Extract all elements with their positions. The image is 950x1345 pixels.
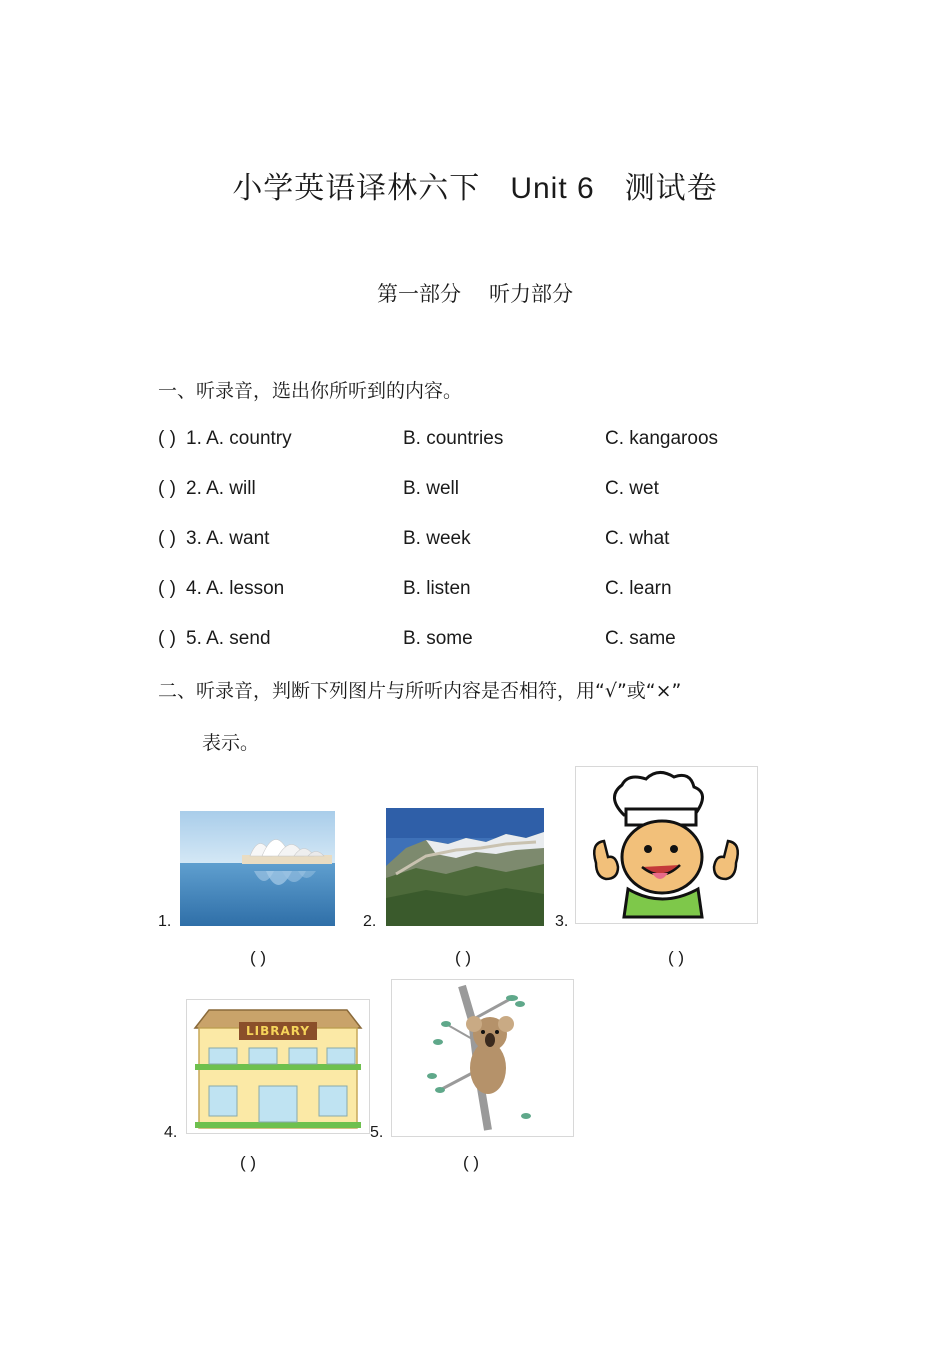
picture-number: 4.: [164, 1124, 178, 1141]
question-row: [158, 578, 858, 604]
question-row: [158, 528, 858, 554]
library-sign: LIBRARY: [245, 1024, 311, 1038]
option-a: 4. A. lesson: [186, 578, 285, 599]
option-a: 2. A. will: [186, 478, 256, 499]
subtitle-part: 第一部分: [377, 282, 461, 306]
answer-blank[interactable]: ( ): [158, 478, 176, 499]
option-c: C. kangaroos: [605, 428, 719, 449]
subtitle-name: 听力部分: [489, 282, 573, 306]
answer-blank[interactable]: ( ): [250, 948, 267, 967]
chef-picture: [575, 766, 758, 924]
section2-heading: 二、听录音，判断下列图片与所听内容是否相符，用“√”或“×”: [158, 680, 682, 702]
picture-number: 5.: [370, 1124, 384, 1141]
title-suffix: 测试卷: [624, 171, 718, 206]
option-a: 3. A. want: [186, 528, 270, 549]
great-wall-picture: [386, 808, 544, 926]
question-row: [158, 628, 858, 654]
option-c: C. what: [605, 528, 670, 549]
option-b: B. some: [403, 628, 473, 649]
answer-blank[interactable]: ( ): [158, 578, 176, 599]
library-picture: [186, 999, 370, 1134]
section1-heading: 一、听录音，选出你所听到的内容。: [158, 380, 463, 402]
option-b: B. countries: [403, 428, 504, 449]
title-cn: 小学英语译林六下: [232, 171, 481, 206]
option-b: B. listen: [403, 578, 471, 599]
option-b: B. week: [403, 528, 471, 549]
opera-house-picture: [180, 811, 335, 926]
answer-blank[interactable]: ( ): [240, 1153, 257, 1172]
answer-blank[interactable]: ( ): [158, 628, 176, 649]
section2-heading-cont: 表示。: [202, 732, 260, 754]
option-a: 1. A. country: [186, 428, 292, 449]
question-row: [158, 428, 858, 454]
part-subtitle: [0, 278, 950, 308]
title-unit: Unit 6: [510, 172, 595, 205]
option-b: B. well: [403, 478, 459, 499]
koala-picture: [391, 979, 574, 1137]
page-title: [0, 163, 950, 207]
option-a: 5. A. send: [186, 628, 271, 649]
option-c: C. learn: [605, 578, 672, 599]
picture-number: 3.: [555, 913, 569, 930]
answer-blank[interactable]: ( ): [668, 948, 685, 967]
question-row: [158, 478, 858, 504]
answer-blank[interactable]: ( ): [158, 528, 176, 549]
answer-blank[interactable]: ( ): [455, 948, 472, 967]
answer-blank[interactable]: ( ): [158, 428, 176, 449]
picture-number: 2.: [363, 913, 377, 930]
option-c: C. same: [605, 628, 676, 649]
answer-blank[interactable]: ( ): [463, 1153, 480, 1172]
option-c: C. wet: [605, 478, 659, 499]
picture-number: 1.: [158, 913, 172, 930]
